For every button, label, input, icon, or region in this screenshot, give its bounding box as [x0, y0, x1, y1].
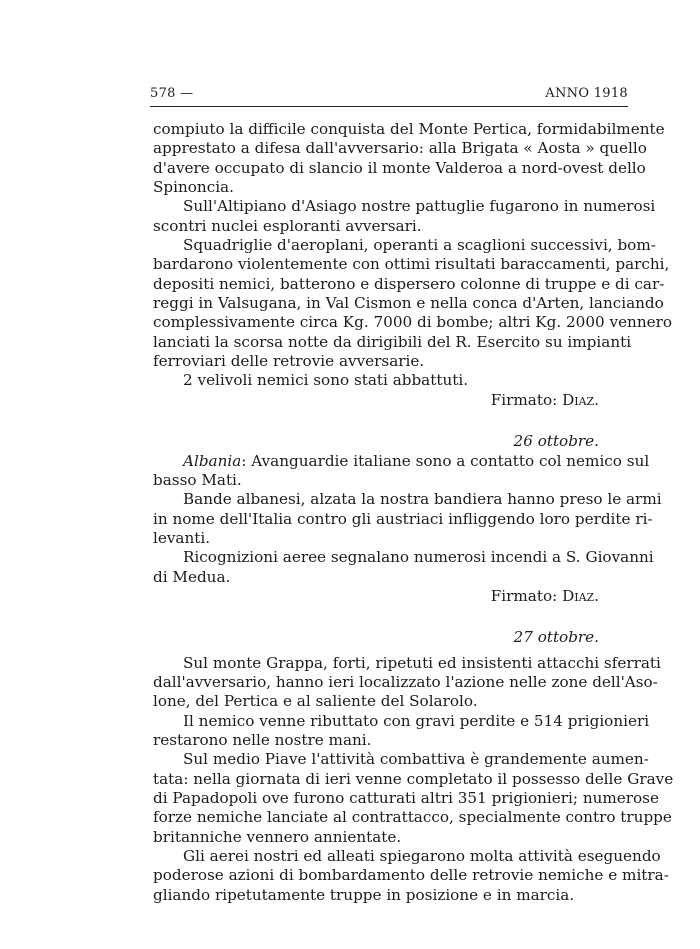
date-heading: 27 ottobre. [513, 628, 599, 647]
text-line: depositi nemici, batterono e dispersero colonne di truppe e di car- [153, 274, 665, 293]
spacer [153, 606, 627, 628]
text-line [153, 451, 650, 471]
text-line: Spinoncia. [153, 178, 234, 197]
text-line: 2 velivoli nemici sono stati abbattuti. [183, 371, 469, 390]
text-line: apprestato a difesa dall'avversario: alla Brigata « Aosta » quello [153, 139, 647, 158]
text-line: Squadriglie d'aeroplani, operanti a scaglioni successivi, bom- [183, 236, 656, 255]
spacer [153, 410, 627, 432]
signature [153, 587, 627, 606]
text-line: compiuto la difficile conquista del Monte Pertica, formidabilmente [153, 120, 665, 138]
running-header [150, 86, 628, 107]
text-line: Sull'Altipiano d'Asiago nostre pattuglie fugarono in numerosi [183, 197, 656, 216]
text-line: lone, del Pertica e al saliente del Solarolo. [153, 692, 478, 711]
text-line: ferroviari delle retrovie avversarie. [153, 352, 425, 371]
running-title: ANNO 1918 [545, 86, 628, 101]
text-line: tata: nella giornata di ieri venne completato il possesso delle Grave [153, 769, 674, 788]
text-line: Sul medio Piave l'attività combattiva è grandemente aumen- [183, 750, 649, 769]
text-line: reggi in Valsugana, in Val Cismon e nella conca d'Arten, lanciando [153, 294, 664, 313]
text-line: britanniche vennero annientate. [153, 827, 402, 846]
text-run: : Avanguardie italiane sono a contatto col nemico sul [241, 451, 650, 470]
text-line: Il nemico venne ributtato con gravi perdite e 514 prigionieri [183, 711, 650, 730]
signature-label: Firmato: [490, 390, 558, 409]
signature-name: Diaz. [562, 586, 599, 605]
text-line: forze nemiche lanciate al contrattacco, specialmente contro truppe [153, 808, 672, 827]
text-line: Sul monte Grappa, forti, ripetuti ed insistenti attacchi sferrati [183, 653, 661, 672]
text-line: di Papadopoli ove furono catturati altri 351 prigionieri; numerose [153, 789, 659, 807]
signature [153, 391, 627, 410]
text-line: in nome dell'Italia contro gli austriaci infliggendo loro perdite ri- [153, 509, 653, 528]
place-name: Albania [183, 451, 242, 470]
text-line: Gli aerei nostri ed alleati spiegarono molta attività eseguendo [183, 847, 661, 866]
text-line: d'avere occupato di slancio il monte Valderoa a nord-ovest dello [153, 158, 646, 177]
text-line: Ricognizioni aeree segnalano numerosi incendi a S. Giovanni [183, 548, 654, 567]
signature-name: Diaz. [562, 390, 599, 409]
text-line: lanciati la scorsa notte da dirigibili del R. Esercito su impianti [153, 332, 632, 351]
text-line: di Medua. [153, 567, 231, 586]
text-line: scontri nuclei esploranti avversari. [153, 216, 422, 235]
text-line: bardarono violentemente con ottimi risultati baraccamenti, parchi, [153, 255, 670, 274]
page-number: 578 — [150, 86, 194, 101]
text-line: complessivamente circa Kg. 7000 di bombe; altri Kg. 2000 vennero [153, 313, 673, 332]
text-line: restarono nelle nostre mani. [153, 730, 372, 749]
body-text [153, 120, 674, 905]
signature-label: Firmato: [490, 586, 558, 605]
text-line: basso Mati. [153, 470, 242, 489]
text-line: dall'avversario, hanno ieri localizzato l'azione nelle zone dell'Aso- [153, 672, 658, 691]
text-line: levanti. [153, 528, 211, 547]
text-line: gliando ripetutamente truppe in posizione e in marcia. [153, 885, 575, 904]
date-heading: 26 ottobre. [513, 432, 599, 451]
text-line: poderose azioni di bombardamento delle retrovie nemiche e mitra- [153, 866, 669, 885]
text-line: Bande albanesi, alzata la nostra bandiera hanno preso le armi [183, 490, 662, 509]
